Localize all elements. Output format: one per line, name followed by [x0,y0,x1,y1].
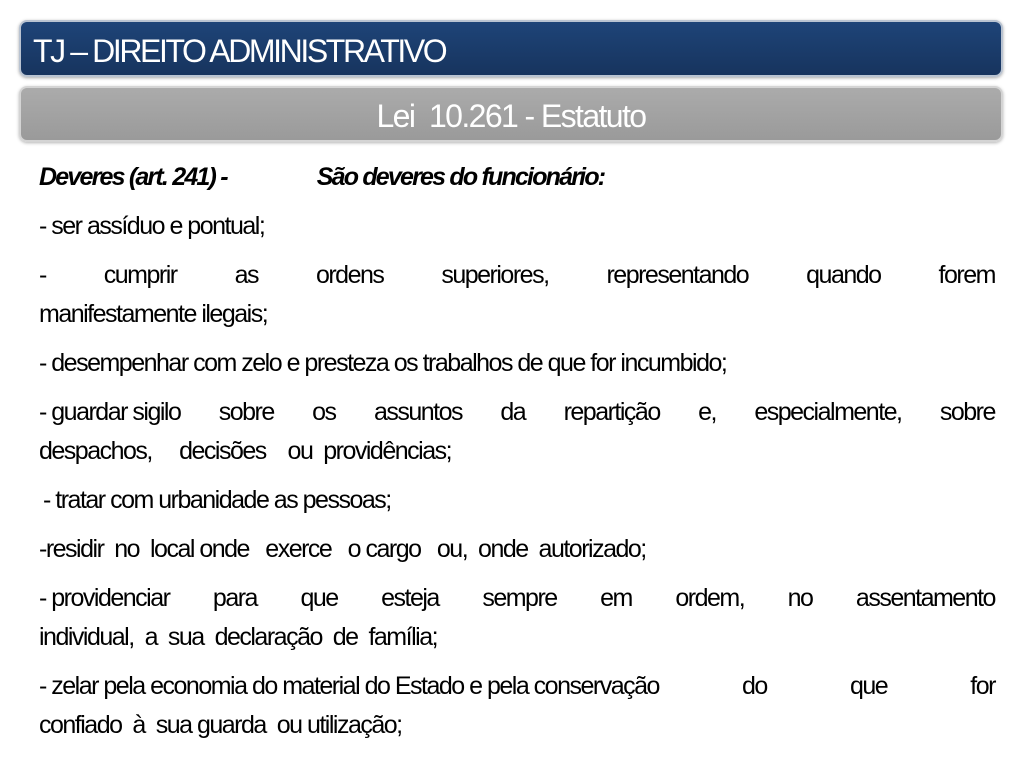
word: assuntos [373,398,462,426]
word: ordem, [675,584,745,612]
duty-item-assiduo: - ser assíduo e pontual; [39,212,265,240]
duty-item-desempenhar: - desempenhar com zelo e presteza os trabalhos de que for incumbido; [39,349,727,377]
word: e, [698,398,716,426]
word: sempre [482,584,557,612]
word: que [849,672,888,700]
word: da [500,398,526,426]
heading-duties: São deveres do funcionário: [316,163,605,191]
word: sobre [939,398,995,426]
duty-item-zelar-line2: confiado à sua guarda ou utilização; [39,711,402,739]
word: - guardar sigilo [39,398,181,426]
word: repartição [563,398,660,426]
word: em [600,584,632,612]
word: assentamento [855,584,995,612]
heading-article: Deveres (art. 241) - [39,163,227,191]
word: sobre [218,398,274,426]
word: for [970,672,995,700]
word: as [234,261,258,289]
subheader-bar [19,86,1003,142]
duty-item-zelar-line1 [39,667,995,706]
word: no [787,584,813,612]
document-body [39,158,995,745]
header-bar [19,20,1003,77]
duty-item-providenciar-line1 [39,579,995,618]
word: - zelar pela economia do material do Estado e pela conservação [39,672,659,700]
duty-item-cumprir-line2: manifestamente ilegais; [39,300,268,328]
word: - providenciar [39,584,170,612]
word: cumprir [103,261,177,289]
word: para [212,584,257,612]
word: superiores, [441,261,549,289]
word: quando [806,261,881,289]
word: - [39,261,46,289]
duty-item-guardar-line1 [39,393,995,432]
word: ordens [315,261,384,289]
duty-item-cumprir-line1 [39,256,995,295]
word: representando [606,261,749,289]
header-title: TJ – DIREITO ADMINISTRATIVO [33,33,446,69]
word: especialmente, [754,398,902,426]
duty-item-guardar-line2: despachos, decisões ou providências; [39,437,452,465]
duty-item-providenciar-line2: individual, a sua declaração de família; [39,623,438,651]
subheader-title: Lei 10.261 - Estatuto [376,98,646,134]
duty-item-residir: -residir no local onde exerce o cargo ou, onde autorizado; [39,535,646,563]
word: os [312,398,336,426]
word: que [300,584,338,612]
word: do [742,672,767,700]
word: esteja [381,584,439,612]
duty-item-urbanidade: - tratar com urbanidade as pessoas; [43,486,391,514]
word: forem [938,261,995,289]
section-heading [39,158,995,197]
